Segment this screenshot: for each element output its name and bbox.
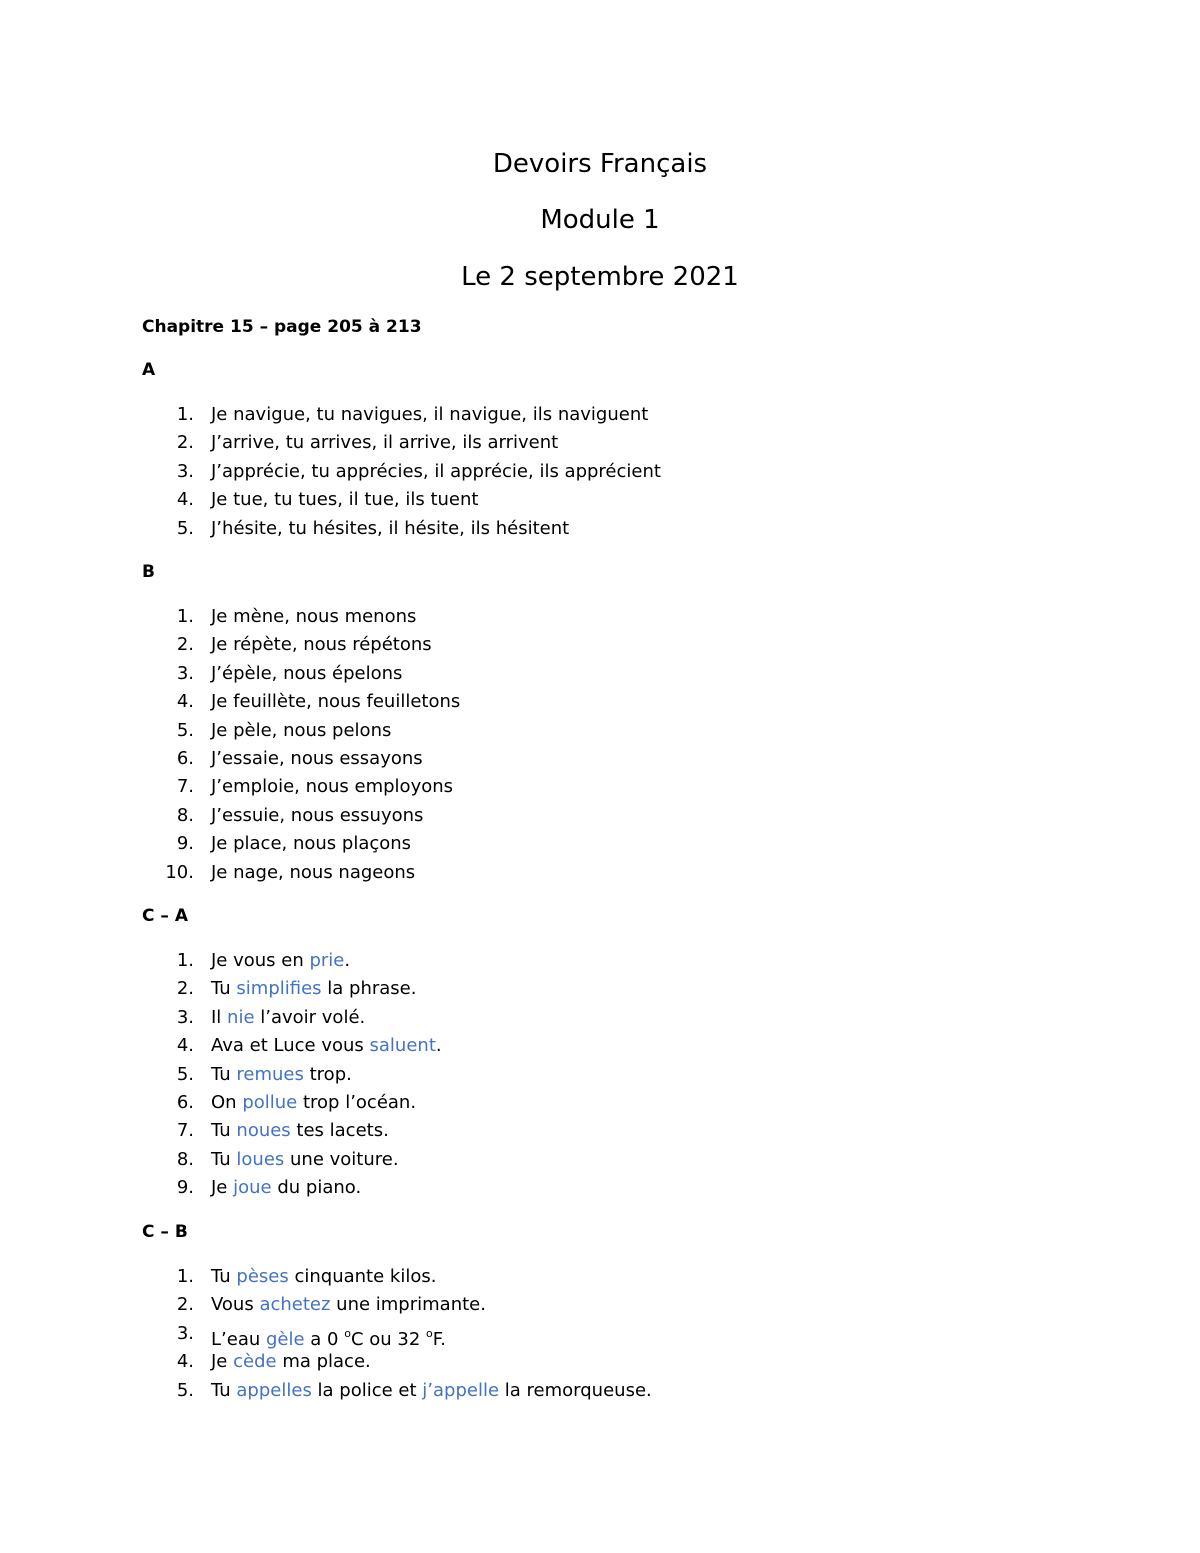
list-item (0, 688, 1200, 716)
text-fragment: Tu (211, 1266, 237, 1287)
module-heading: Module 1 (540, 205, 660, 235)
list-item-text (211, 1004, 365, 1032)
degree-symbol: o (426, 1326, 433, 1340)
list-item-text (211, 1089, 416, 1117)
list-item (0, 1032, 1200, 1060)
list-item-text (211, 975, 416, 1003)
text-fragment: On (211, 1092, 243, 1113)
text-fragment: ma place. (276, 1351, 371, 1373)
list-item-number: 2. (176, 634, 194, 656)
highlighted-verb: saluent (369, 1035, 436, 1057)
list-item-number: 5. (176, 1063, 194, 1085)
highlighted-verb: simplifies (236, 978, 322, 1000)
text-fragment: C ou 32 (350, 1328, 427, 1350)
list-item (0, 1320, 1200, 1348)
text-fragment: cinquante kilos. (288, 1266, 437, 1287)
list-item-number: 1. (176, 950, 194, 971)
text-fragment: Je (211, 1177, 234, 1199)
list-item-number: 4. (176, 1351, 194, 1373)
list-item (0, 717, 1200, 745)
list-item (0, 1089, 1200, 1117)
highlighted-verb: j’appelle (422, 1379, 500, 1401)
list-item-text: J’hésite, tu hésites, il hésite, ils hésitent (211, 517, 570, 539)
list-item-number: 7. (176, 1120, 194, 1142)
section-heading: A (142, 360, 156, 380)
text-fragment: . (344, 950, 351, 971)
list-item-number: 2. (176, 432, 194, 454)
highlighted-verb: loues (236, 1148, 285, 1170)
list-item (0, 859, 1200, 887)
highlighted-verb: nie (227, 1006, 255, 1028)
list-item-number: 3. (176, 460, 194, 482)
list-item-text (211, 1174, 361, 1202)
text-fragment: l’avoir volé. (254, 1006, 366, 1028)
list-item-text: Je place, nous plaçons (211, 833, 412, 855)
list-item-text (211, 1117, 389, 1145)
text-fragment: . (435, 1035, 442, 1057)
list-item (0, 660, 1200, 688)
highlighted-verb: pèses (236, 1266, 289, 1287)
list-item-number: 3. (176, 1322, 194, 1344)
highlighted-verb: achetez (259, 1294, 331, 1316)
list-item-text (211, 1032, 442, 1060)
list-item-number: 6. (176, 1092, 194, 1113)
text-fragment: la phrase. (321, 978, 417, 1000)
list-item-number: 9. (176, 833, 194, 855)
text-fragment: la remorqueuse. (499, 1379, 652, 1401)
text-fragment: Je vous en (211, 950, 310, 971)
highlighted-verb: remues (236, 1063, 304, 1085)
text-fragment: trop l’océan. (297, 1092, 417, 1113)
list-item-number: 8. (176, 804, 194, 826)
list-item (0, 515, 1200, 543)
list-item-number: 6. (176, 748, 194, 769)
list-item (0, 1291, 1200, 1319)
list-item (0, 745, 1200, 773)
list-item-number: 3. (176, 662, 194, 684)
text-fragment: une imprimante. (330, 1294, 486, 1316)
highlighted-verb: cède (233, 1351, 277, 1373)
list-item-text: J’épèle, nous épelons (211, 662, 403, 684)
list-item-number: 3. (176, 1006, 194, 1028)
text-fragment: a 0 (304, 1328, 345, 1350)
list-item-text (211, 1146, 399, 1174)
text-fragment: Vous (211, 1294, 260, 1316)
list-item-text: Je pèle, nous pelons (211, 719, 392, 741)
list-item (0, 830, 1200, 858)
list-item-text: Je navigue, tu navigues, il navigue, ils naviguent (211, 404, 649, 425)
list-item-text (211, 1291, 486, 1319)
list-item-number: 1. (176, 1266, 194, 1287)
list-item (0, 1117, 1200, 1145)
list-item-number: 2. (176, 978, 194, 1000)
list-item (0, 1377, 1200, 1405)
text-fragment: une voiture. (284, 1148, 399, 1170)
document-title: Devoirs Français (492, 149, 708, 179)
degree-symbol: o (344, 1326, 351, 1340)
text-fragment: du piano. (271, 1177, 362, 1199)
list-item-text: J’emploie, nous employons (211, 776, 454, 798)
list-item-number: 5. (176, 1379, 194, 1401)
list-item (0, 401, 1200, 429)
text-fragment: tes lacets. (290, 1120, 389, 1142)
text-fragment: Je (211, 1351, 234, 1373)
list-item-number: 10. (165, 861, 194, 883)
text-fragment: Ava et Luce vous (211, 1035, 370, 1057)
list-item (0, 1174, 1200, 1202)
list-item-number: 4. (176, 1035, 194, 1057)
date-heading: Le 2 septembre 2021 (461, 262, 739, 292)
list-item-text: Je mène, nous menons (211, 606, 417, 627)
section-heading: B (142, 562, 155, 582)
list-item-number: 8. (176, 1148, 194, 1170)
list-item-text (211, 1061, 352, 1089)
highlighted-verb: pollue (242, 1092, 298, 1113)
text-fragment: trop. (303, 1063, 352, 1085)
list-item-number: 1. (176, 606, 194, 627)
list-item (0, 458, 1200, 486)
list-item (0, 1348, 1200, 1376)
highlighted-verb: joue (233, 1177, 272, 1199)
text-fragment: Tu (211, 1063, 237, 1085)
list-item-text: Je tue, tu tues, il tue, ils tuent (211, 489, 479, 511)
list-item (0, 631, 1200, 659)
list-item (0, 1146, 1200, 1174)
list-item-text: J’essaie, nous essayons (211, 748, 423, 769)
highlighted-verb: gèle (265, 1328, 305, 1350)
list-item-number: 2. (176, 1294, 194, 1316)
highlighted-verb: noues (236, 1120, 291, 1142)
list-item (0, 1004, 1200, 1032)
list-item (0, 603, 1200, 631)
text-fragment: Tu (211, 1379, 237, 1401)
text-fragment: Il (211, 1006, 228, 1028)
list-item (0, 1061, 1200, 1089)
list-item (0, 975, 1200, 1003)
list-item-number: 4. (176, 691, 194, 713)
chapter-heading: Chapitre 15 – page 205 à 213 (142, 317, 422, 337)
text-fragment: Tu (211, 1120, 237, 1142)
list-item-number: 7. (176, 776, 194, 798)
text-fragment: F. (432, 1328, 446, 1350)
list-item-text (211, 1263, 436, 1291)
list-item-number: 1. (176, 404, 194, 425)
text-fragment: Tu (211, 1148, 237, 1170)
list-item-number: 4. (176, 489, 194, 511)
list-item (0, 773, 1200, 801)
list-item-text: Je feuillète, nous feuilletons (211, 691, 461, 713)
list-item (0, 429, 1200, 457)
list-item (0, 802, 1200, 830)
list-item-number: 9. (176, 1177, 194, 1199)
list-item (0, 947, 1200, 975)
list-item-number: 5. (176, 517, 194, 539)
list-item-text: Je répète, nous répétons (211, 634, 432, 656)
list-item-text (211, 1377, 652, 1405)
section-heading: C – A (142, 906, 188, 926)
list-item (0, 1263, 1200, 1291)
highlighted-verb: appelles (236, 1379, 312, 1401)
list-item-text: J’essuie, nous essuyons (211, 804, 424, 826)
list-item-number: 5. (176, 719, 194, 741)
list-item-text (211, 947, 350, 975)
list-item-text: J’arrive, tu arrives, il arrive, ils arrivent (211, 432, 559, 454)
text-fragment: Tu (211, 978, 237, 1000)
list-item (0, 486, 1200, 514)
text-fragment: la police et (311, 1379, 423, 1401)
text-fragment: L’eau (211, 1328, 266, 1350)
list-item-text: J’apprécie, tu apprécies, il apprécie, ils apprécient (211, 460, 661, 482)
highlighted-verb: prie (309, 950, 345, 971)
list-item-text: Je nage, nous nageons (211, 861, 416, 883)
section-heading: C – B (142, 1222, 188, 1242)
list-item-text (211, 1348, 371, 1376)
